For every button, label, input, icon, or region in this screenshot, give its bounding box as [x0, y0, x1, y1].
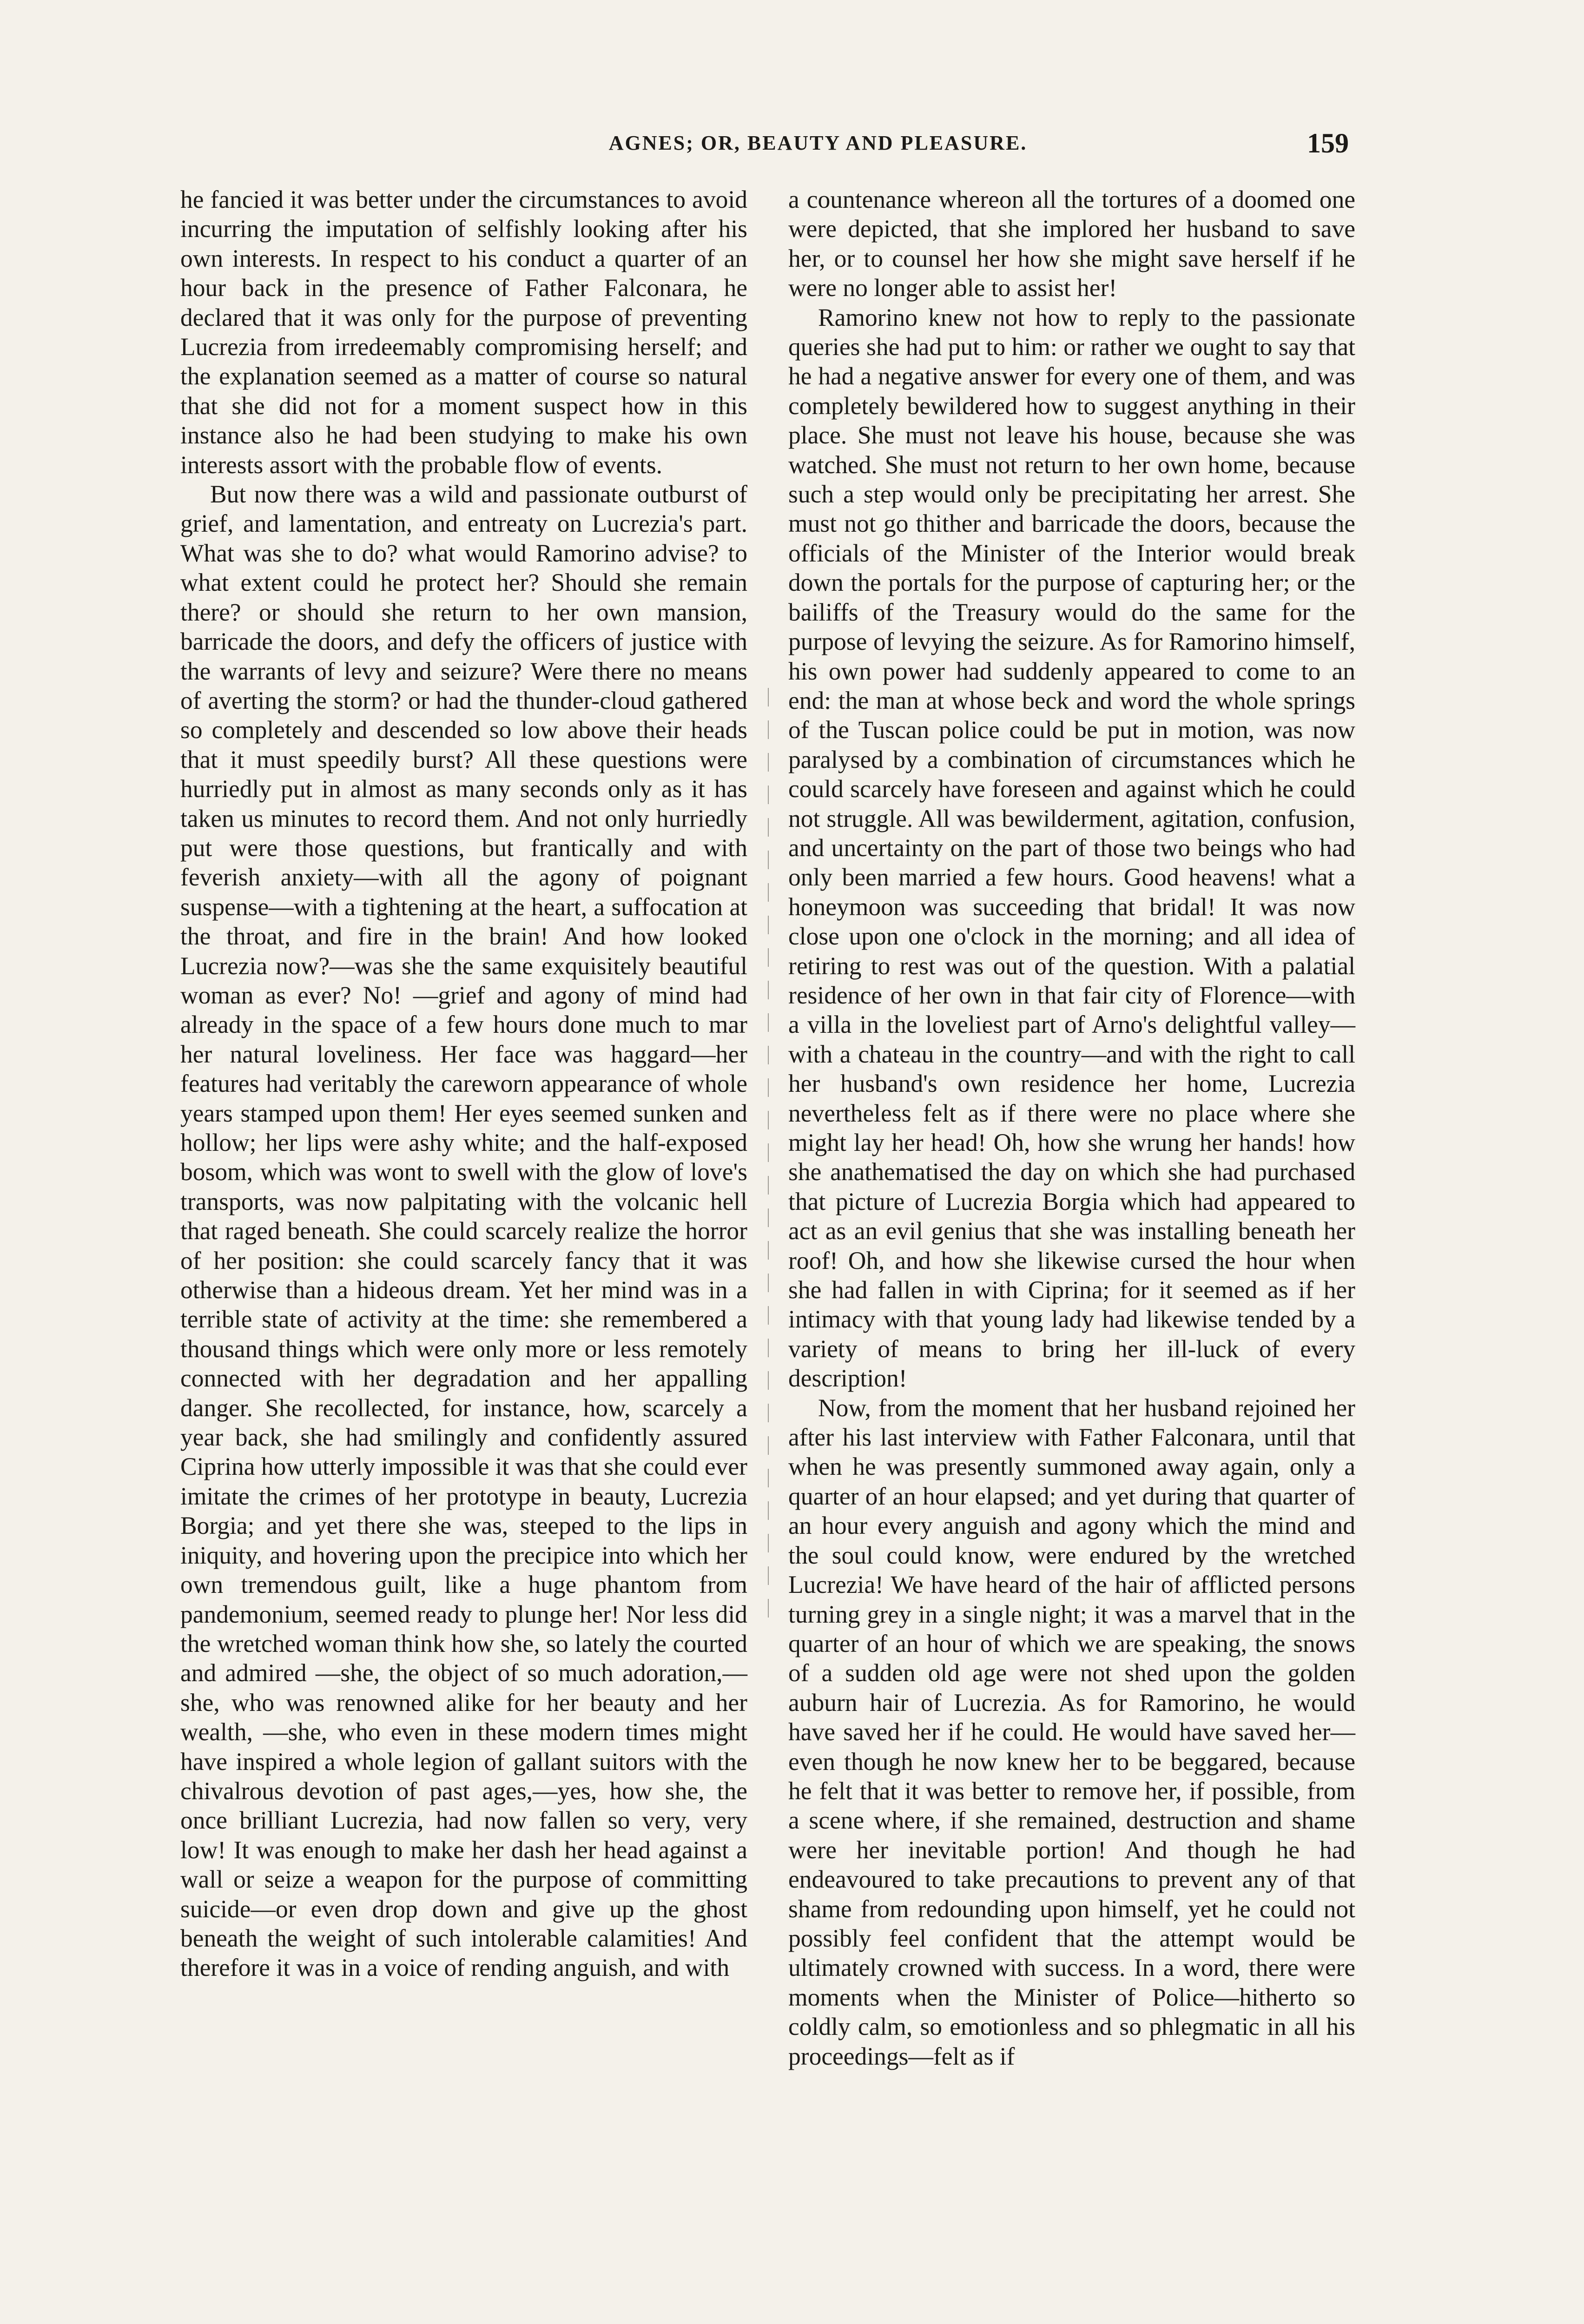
paragraph: Ramorino knew not how to reply to the passionate queries she had put to him: or rather we ought to say that he had a negative answer for every one of them, and was completely bewildered how to suggest anything in their place. She must not leave his house, because she was watched. She must not return to her own home, because such a step would only be precipitating her arrest. She must not go thither and barricade the doors, because the officials of the Minister of the Interior would break down the portals for the purpose of capturing her; or the bailiffs of the Treasury would do the same for the purpose of levying the seizure. As for Ramorino himself, his own power had suddenly appeared to come to an end: the man at whose beck and word the whole springs of the Tuscan police could be put in motion, was now paralysed by a combination of circumstances which he could scarcely have foreseen and against which he could not struggle. All was bewilderment, agitation, confusion, and uncertainty on the part of those two beings who had only been married a few hours. Good heavens! what a honeymoon was succeeding that bridal! It was now close upon one o'clock in the morning; and all idea of retiring to rest was out of the question. With a palatial residence of her own in that fair city of Florence—with a villa in the loveliest part of Arno's delightful valley—with a chateau in the country—and with the right to call her husband's own residence her home, Lucrezia nevertheless felt as if there were no place where she might lay her head! Oh, how she wrung her hands! how she anathematised the day on which she had purchased that picture of Lucrezia Borgia which had appeared to act as an evil genius that she was installing beneath her roof! Oh, and how she likewise cursed the hour when she had fallen in with Ciprina; for it seemed as if her intimacy with that young lady had likewise tended by a variety of means to bring her ill-luck of every description!: [788, 303, 1355, 1393]
paragraph: But now there was a wild and passionate outburst of grief, and lamentation, and entreaty on Lucrezia's part. What was she to do? what would Ramorino advise? to what extent could he protect her? Should she remain there? or should she return to her own mansion, barricade the doors, and defy the officers of justice with the warrants of levy and seizure? Were there no means of averting the storm? or had the thunder-cloud gathered so completely and descended so low above their heads that it must speedily burst? All these questions were hurriedly put in almost as many seconds only as it has taken us minutes to record them. And not only hurriedly put were those questions, but frantically and with feverish anxiety—with all the agony of poignant suspense—with a tightening at the heart, a suffocation at the throat, and fire in the brain! And how looked Lucrezia now?—was she the same exquisitely beautiful woman as ever? No! —grief and agony of mind had already in the space of a few hours done much to mar her natural loveliness. Her face was haggard—her features had veritably the careworn appearance of whole years stamped upon them! Her eyes seemed sunken and hollow; her lips were ashy white; and the half-exposed bosom, which was wont to swell with the glow of love's transports, was now palpitating with the volcanic hell that raged beneath. She could scarcely realize the horror of her position: she could scarcely fancy that it was otherwise than a hideous dream. Yet her mind was in a terrible state of activity at the time: she remembered a thousand things which were only more or less remotely connected with her degradation and her appalling danger. She recollected, for instance, how, scarcely a year back, she had smilingly and confidently assured Ciprina how utterly impossible it was that she could ever imitate the crimes of her prototype in beauty, Lucrezia Borgia; and yet there she was, steeped to the lips in iniquity, and hovering upon the precipice into which her own tremendous guilt, like a huge phantom from pandemonium, seemed ready to plunge her! Nor less did the wretched woman think how she, so lately the courted and admired —she, the object of so much adoration,—she, who was renowned alike for her beauty and her wealth, —she, who even in these modern times might have inspired a whole legion of gallant suitors with the chivalrous devotion of past ages,—yes, how she, the once brilliant Lucrezia, had now fallen so very, very low! It was enough to make her dash her head against a wall or seize a weapon for the purpose of committing suicide—or even drop down and give up the ghost beneath the weight of such intolerable calamities! And therefore it was in a voice of rending anguish, and with: [180, 480, 747, 1982]
page-header: [0, 128, 1584, 168]
running-title: AGNES; OR, BEAUTY AND PLEASURE.: [608, 132, 1028, 154]
text-column-left: [180, 185, 747, 2230]
paragraph: a countenance whereon all the tortures of a doomed one were depicted, that she implored her husband to save her, or to counsel her how she might save herself if he were no longer able to assist her!: [788, 185, 1355, 302]
page-number: 159: [1307, 128, 1349, 158]
column-divider: [768, 688, 769, 1618]
text-column-right: [788, 185, 1355, 2230]
paragraph: Now, from the moment that her husband rejoined her after his last interview with Father Falconara, until that when he was presently summoned away again, only a quarter of an hour elapsed; and yet during that quarter of an hour every anguish and agony which the mind and the soul could know, were endured by the wretched Lucrezia! We have heard of the hair of afflicted persons turning grey in a single night; it was a marvel that in the quarter of an hour of which we are speaking, the snows of a sudden old age were not shed upon the golden auburn hair of Lucrezia. As for Ramorino, he would have saved her if he could. He would have saved her—even though he now knew her to be beggared, because he felt that it was better to remove her, if possible, from a scene where, if she remained, destruction and shame were her inevitable portion! And though he had endeavoured to take precautions to prevent any of that shame from redounding upon himself, yet he could not possibly feel confident that the attempt would be ultimately crowned with success. In a word, there were moments when the Minister of Police—hitherto so coldly calm, so emotionless and so phlegmatic in all his proceedings—felt as if: [788, 1393, 1355, 2070]
paragraph: he fancied it was better under the circumstances to avoid incurring the imputation of selfishly looking after his own interests. In respect to his conduct a quarter of an hour back in the presence of Father Falconara, he declared that it was only for the purpose of preventing Lucrezia from irredeemably compromising herself; and the explanation seemed as a matter of course so natural that she did not for a moment suspect how in this instance also he had been studying to make his own interests assort with the probable flow of events.: [180, 185, 747, 479]
